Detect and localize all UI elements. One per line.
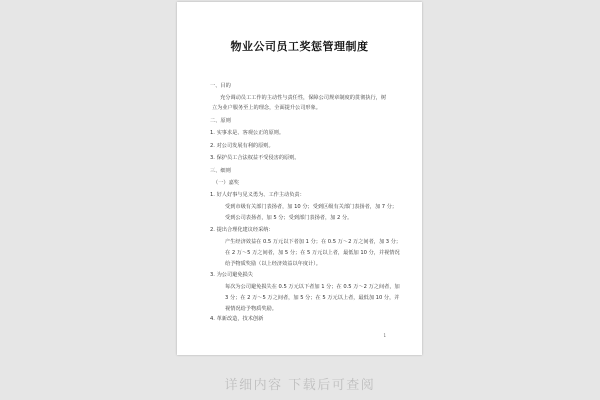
paragraph-line: 受到公司表扬者，加 5 分；受到部门表扬者，加 2 分。 — [225, 215, 353, 221]
document-title: 物业公司员工奖惩管理制度 — [230, 40, 369, 53]
list-item: 1. 好人好事与见义勇为、工作主动负责： — [210, 192, 305, 198]
list-item: 2. 提出合理化建议经采纳： — [210, 227, 274, 233]
section-heading-purpose: 一、目的 — [210, 83, 231, 89]
page-number: 1 — [383, 333, 386, 338]
paragraph-line: 在 2 万～5 万之间者，加 5 分；在 5 万元以上者，最低加 10 分，并视情况 — [225, 250, 400, 256]
list-item: 3. 保护员工合法权益不受侵害的原则。 — [210, 155, 300, 161]
paragraph-line: 每次为公司避免损失在 0.5 万元以下者加 1 分；在 0.5 万～2 万之间者，加 — [225, 284, 400, 290]
section-heading-principles: 二、原则 — [210, 118, 231, 124]
subsection-heading: （一）嘉奖 — [213, 180, 239, 186]
paragraph-line: 充分调动员工工作的主动性与责任性，保障公司规章制度的贯彻执行，树 — [220, 95, 387, 101]
list-item: 3. 为公司避免损失 — [210, 272, 253, 278]
download-hint[interactable]: 详细内容 下载后可查阅 — [224, 378, 376, 393]
paragraph-line: 产生经济效益在 0.5 万元以下者加 1 分；在 0.5 万～2 万之间者，加 3 分； — [225, 239, 402, 245]
section-heading-rules: 三、细则 — [210, 168, 231, 174]
paragraph-line: 给予物质奖励（以上经济效益以年度计）。 — [225, 261, 321, 267]
paragraph-line: 视情况给予物质奖励。 — [225, 306, 277, 312]
list-item: 4. 革新改造，技术创新 — [210, 316, 264, 322]
list-item: 1. 实事求是、客观公正的原则。 — [210, 130, 285, 136]
paragraph-line: 立为业户服务至上的理念，全面提升公司形象。 — [212, 105, 321, 111]
list-item: 2. 对公司发展有利的原则。 — [210, 143, 274, 149]
document-page — [177, 2, 422, 355]
paragraph-line: 受到市级有关部门表扬者，加 10 分；受到区级有关部门表扬者，加 7 分； — [225, 204, 398, 210]
paragraph-line: 3 分；在 2 万～5 万之间者，加 5 分；在 5 万元以上者，最低加 10 分，并 — [225, 295, 400, 301]
